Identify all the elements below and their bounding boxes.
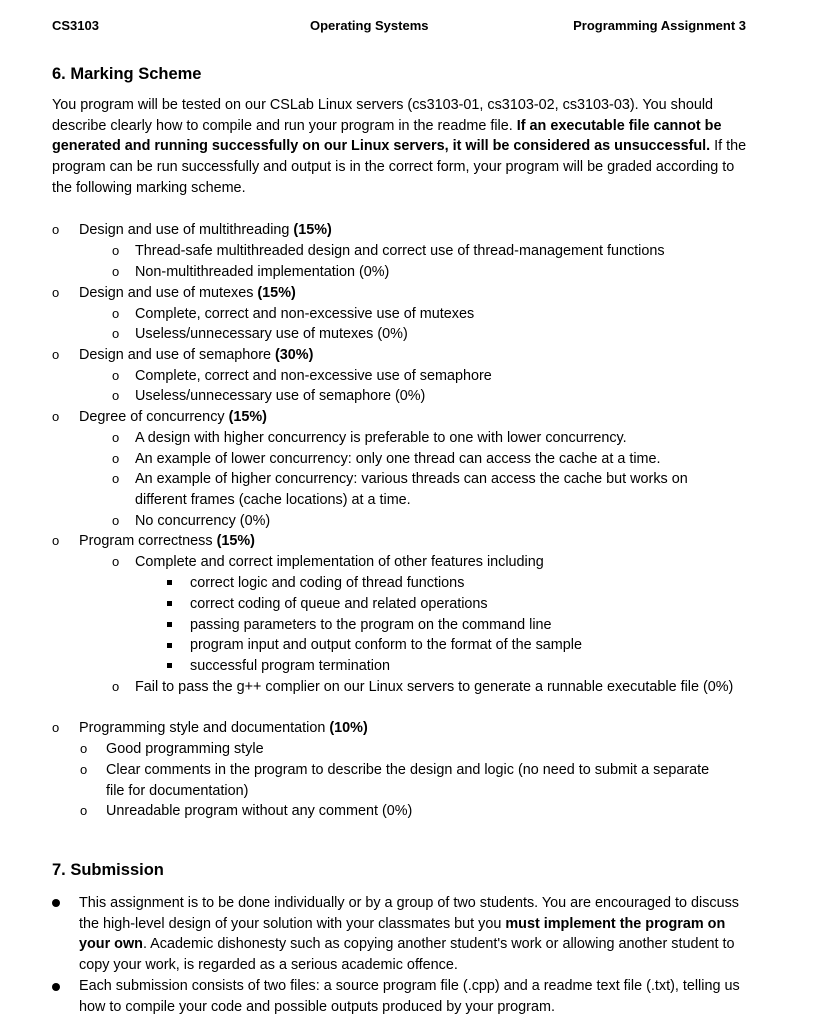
criterion-detail: Non-multithreaded implementation (0%): [135, 264, 390, 280]
criterion-weight: (30%): [275, 347, 314, 363]
bullet-circle-icon: o: [52, 533, 60, 548]
criterion-weight: (15%): [293, 222, 332, 238]
bullet-circle-icon: o: [112, 451, 120, 466]
section-7-heading: 7. Submission: [52, 861, 164, 879]
criterion-detail: Complete, correct and non-excessive use of mutexes: [135, 306, 475, 322]
bullet-circle-icon: o: [112, 264, 120, 279]
criterion-detail: Useless/unnecessary use of semaphore (0%): [135, 388, 426, 404]
criterion-detail: Complete, correct and non-excessive use of semaphore: [135, 368, 492, 384]
criterion-detail: A design with higher concurrency is preferable to one with lower concurrency.: [135, 430, 627, 446]
bullet-circle-icon: o: [112, 368, 120, 383]
criterion-label: Design and use of mutexes: [79, 285, 258, 301]
criterion-mutexes: [79, 283, 296, 304]
criterion-detail: An example of higher concurrency: various threads can access the cache but works on different frames (cache locations) at a time.: [135, 471, 688, 508]
criterion-label: Programming style and documentation: [79, 720, 330, 736]
criterion-detail: Good programming style: [106, 741, 264, 757]
bullet-circle-icon: o: [52, 285, 60, 300]
bullet-dot-icon: [52, 899, 60, 907]
criterion-concurrency: [79, 407, 267, 428]
submission-files: Each submission consists of two files: a source program file (.cpp) and a readme text file (.txt), telling us how to compile your code and possible outputs produced by your program.: [79, 978, 740, 1015]
criterion-semaphore: [79, 345, 313, 366]
feature-item: correct coding of queue and related operations: [190, 596, 488, 612]
bullet-circle-icon: o: [80, 741, 88, 756]
bullet-circle-icon: o: [112, 430, 120, 445]
course-subject: Operating Systems: [310, 18, 429, 33]
criterion-label: Design and use of semaphore: [79, 347, 275, 363]
criterion-label: Degree of concurrency: [79, 409, 229, 425]
course-code: CS3103: [52, 18, 99, 33]
bullet-circle-icon: o: [52, 347, 60, 362]
criterion-weight: (15%): [216, 533, 255, 549]
criterion-detail: Clear comments in the program to describe the design and logic (no need to submit a separate file for documentation): [106, 762, 710, 799]
criterion-detail: Thread-safe multithreaded design and correct use of thread-management functions: [135, 243, 665, 259]
criterion-style: [79, 718, 368, 739]
feature-item: successful program termination: [190, 658, 390, 674]
intro-warning: If an executable file cannot be generated and running successfully on our Linux servers, it will be considered as unsuccessful.: [52, 117, 722, 155]
criterion-detail: An example of lower concurrency: only one thread can access the cache at a time.: [135, 451, 661, 467]
criterion-detail: Fail to pass the g++ complier on our Linux servers to generate a runnable executable file (0%): [135, 679, 734, 695]
criterion-weight: (15%): [257, 285, 296, 301]
bullet-circle-icon: o: [80, 762, 88, 777]
bullet-square-icon: [167, 580, 172, 585]
page-header: [52, 18, 746, 36]
criterion-weight: (15%): [228, 409, 267, 425]
bullet-circle-icon: o: [112, 554, 120, 569]
criterion-weight: (10%): [329, 720, 368, 736]
policy-text: This assignment is to be done individually or by a group of two students. You are encouraged to discuss the high-level design of your solution with your classmates but you: [79, 895, 739, 932]
section-6-intro: [52, 95, 752, 199]
bullet-circle-icon: o: [112, 513, 120, 528]
bullet-circle-icon: o: [112, 306, 120, 321]
submission-policy: [79, 893, 751, 976]
bullet-circle-icon: o: [52, 720, 60, 735]
criterion-label: Design and use of multithreading: [79, 222, 294, 238]
criterion-correctness: [79, 531, 255, 552]
criterion-detail: Useless/unnecessary use of mutexes (0%): [135, 326, 408, 342]
criterion-multithreading: [79, 220, 332, 241]
bullet-square-icon: [167, 663, 172, 668]
criterion-detail: Complete and correct implementation of other features including: [135, 554, 544, 570]
bullet-circle-icon: o: [112, 471, 120, 486]
feature-item: program input and output conform to the format of the sample: [190, 637, 582, 653]
intro-text-1: You program will be tested on our CSLab Linux servers (cs3103-01, cs3103-02, cs3103-03). You should describe clearly how to compile and run your program in the readme file.: [52, 97, 714, 134]
bullet-square-icon: [167, 643, 172, 648]
bullet-square-icon: [167, 622, 172, 627]
bullet-circle-icon: o: [112, 388, 120, 403]
bullet-circle-icon: o: [112, 326, 120, 341]
criterion-label: Program correctness: [79, 533, 217, 549]
section-6-heading: 6. Marking Scheme: [52, 65, 202, 83]
intro-text-2: If the program can be run successfully and output is in the correct form, your program will be graded according to the following marking scheme.: [52, 138, 747, 196]
bullet-circle-icon: o: [112, 679, 120, 694]
bullet-square-icon: [167, 601, 172, 606]
bullet-circle-icon: o: [52, 409, 60, 424]
assignment-title: Programming Assignment 3: [573, 18, 746, 33]
bullet-circle-icon: o: [52, 222, 60, 237]
bullet-dot-icon: [52, 983, 60, 991]
bullet-circle-icon: o: [80, 803, 88, 818]
feature-item: correct logic and coding of thread functions: [190, 575, 465, 591]
policy-emphasis: must implement the program on your own: [79, 915, 726, 953]
criterion-detail: Unreadable program without any comment (0%): [106, 803, 413, 819]
criterion-detail: No concurrency (0%): [135, 513, 271, 529]
policy-text: . Academic dishonesty such as copying another student's work or allowing another student to copy your work, is regarded as a serious academic offence.: [79, 936, 735, 974]
feature-item: passing parameters to the program on the command line: [190, 617, 552, 633]
bullet-circle-icon: o: [112, 243, 120, 258]
